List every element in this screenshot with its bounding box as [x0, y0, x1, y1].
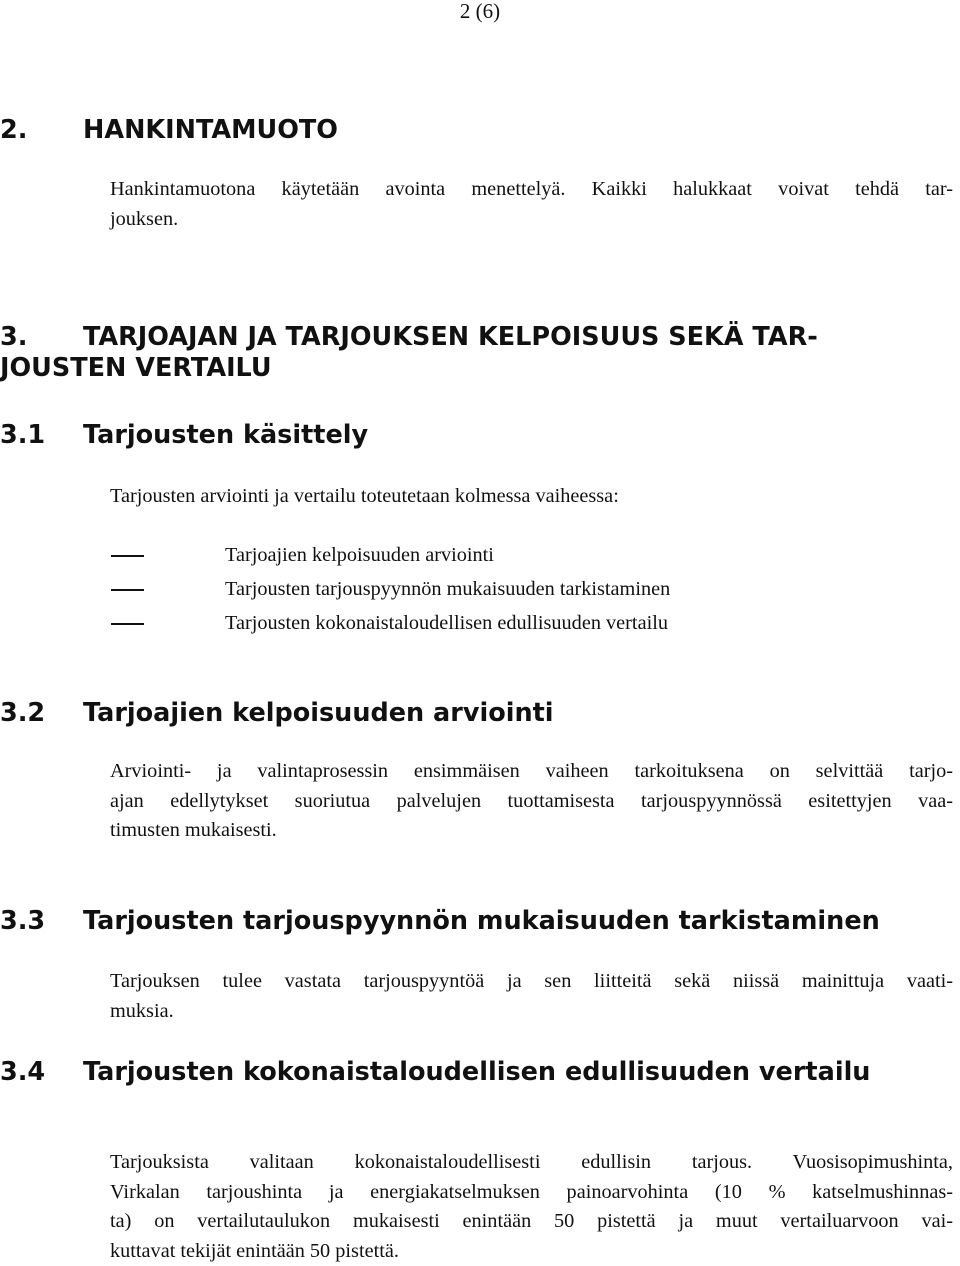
- body-line: ta) on vertailutaulukon mukaisesti enintään 50 pistettä ja muut vertailuarvoon vai-: [110, 1210, 953, 1233]
- list-item: [0, 572, 960, 606]
- section-title: TARJOAJAN JA TARJOUKSEN KELPOISUUS SEKÄ TAR-: [83, 322, 818, 352]
- section-number: 3.3: [0, 906, 46, 936]
- section-3-1-intro: [110, 482, 953, 512]
- section-title: Tarjousten käsittely: [83, 420, 369, 450]
- list-item-text: Tarjousten tarjouspyynnön mukaisuuden tarkistaminen: [225, 578, 671, 600]
- body-line: Arviointi- ja valintaprosessin ensimmäisen vaiheen tarkoituksena on selvittää tarjo-: [110, 760, 953, 782]
- section-number: 3.1: [0, 420, 46, 450]
- body-line: jouksen.: [110, 207, 179, 230]
- list-item: [0, 606, 960, 640]
- body-line: Tarjousten arviointi ja vertailu toteutetaan kolmessa vaiheessa:: [110, 485, 619, 507]
- section-title: HANKINTAMUOTO: [83, 115, 338, 145]
- body-line: Hankintamuotona käytetään avointa menettelyä. Kaikki halukkaat voivat tehdä tar-: [110, 178, 953, 200]
- page-number: 2 (6): [459, 0, 501, 23]
- dash-bullet-icon: [111, 555, 144, 557]
- section-3-4-body: [110, 1148, 953, 1266]
- dash-bullet-icon: [111, 589, 144, 591]
- section-2-body: [110, 175, 953, 234]
- list-item-text: Tarjousten kokonaistaloudellisen edullisuuden vertailu: [225, 612, 668, 634]
- section-title-continued: JOUSTEN VERTAILU: [0, 353, 272, 383]
- body-line: timusten mukaisesti.: [110, 819, 277, 842]
- list-item: [0, 538, 960, 572]
- section-number: 3.2: [0, 698, 46, 728]
- section-number: 2.: [0, 115, 28, 145]
- section-title: Tarjousten tarjouspyynnön mukaisuuden tarkistaminen: [83, 906, 880, 936]
- body-line: Tarjouksista valitaan kokonaistaloudellisesti edullisin tarjous. Vuosisopimushinta,: [110, 1151, 953, 1173]
- body-line: muksia.: [110, 999, 174, 1022]
- body-line: Tarjouksen tulee vastata tarjouspyyntöä ja sen liitteitä sekä niissä mainittuja vaati-: [110, 970, 953, 992]
- section-3-2-body: [110, 757, 953, 846]
- section-number: 3.: [0, 322, 28, 352]
- section-title: Tarjousten kokonaistaloudellisen edullisuuden vertailu: [83, 1057, 871, 1087]
- body-line: ajan edellytykset suoriutua palvelujen tuottamisesta tarjouspyynnössä esitettyjen vaa-: [110, 789, 953, 812]
- dash-bullet-icon: [111, 623, 144, 625]
- list-item-text: Tarjoajien kelpoisuuden arviointi: [225, 544, 494, 566]
- body-line: kuttavat tekijät enintään 50 pistettä.: [110, 1239, 399, 1262]
- body-line: Virkalan tarjoushinta ja energiakatselmuksen painoarvohinta (10 % katselmushinnas-: [110, 1180, 953, 1203]
- section-number: 3.4: [0, 1057, 46, 1087]
- section-3-3-body: [110, 967, 953, 1026]
- section-title: Tarjoajien kelpoisuuden arviointi: [83, 698, 554, 728]
